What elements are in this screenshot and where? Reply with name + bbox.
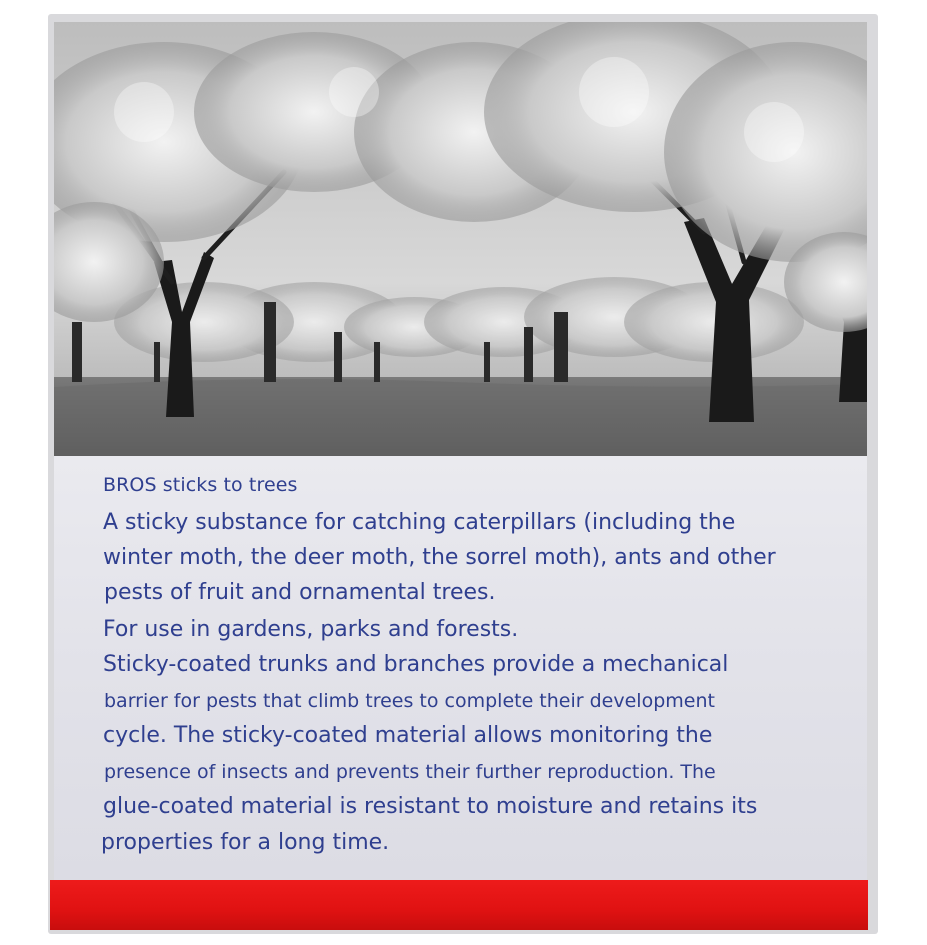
- description-line: properties for a long time.: [101, 830, 390, 855]
- description-line: barrier for pests that climb trees to complete their development: [104, 690, 715, 712]
- description-line: presence of insects and prevents their further reproduction. The: [104, 761, 716, 783]
- description-line: For use in gardens, parks and forests.: [103, 617, 519, 642]
- orchard-illustration: [54, 22, 867, 456]
- description-line: pests of fruit and ornamental trees.: [104, 580, 496, 605]
- description-line: Sticky-coated trunks and branches provide a mechanical: [103, 652, 729, 677]
- orchard-photo: [54, 22, 867, 456]
- product-heading: BROS sticks to trees: [103, 474, 298, 496]
- description-line: cycle. The sticky-coated material allows monitoring the: [103, 723, 713, 748]
- description-line: glue-coated material is resistant to moisture and retains its: [103, 794, 758, 819]
- red-band: [50, 880, 868, 930]
- description-line: winter moth, the deer moth, the sorrel moth), ants and other: [103, 545, 776, 570]
- description-line: A sticky substance for catching caterpillars (including the: [103, 510, 736, 535]
